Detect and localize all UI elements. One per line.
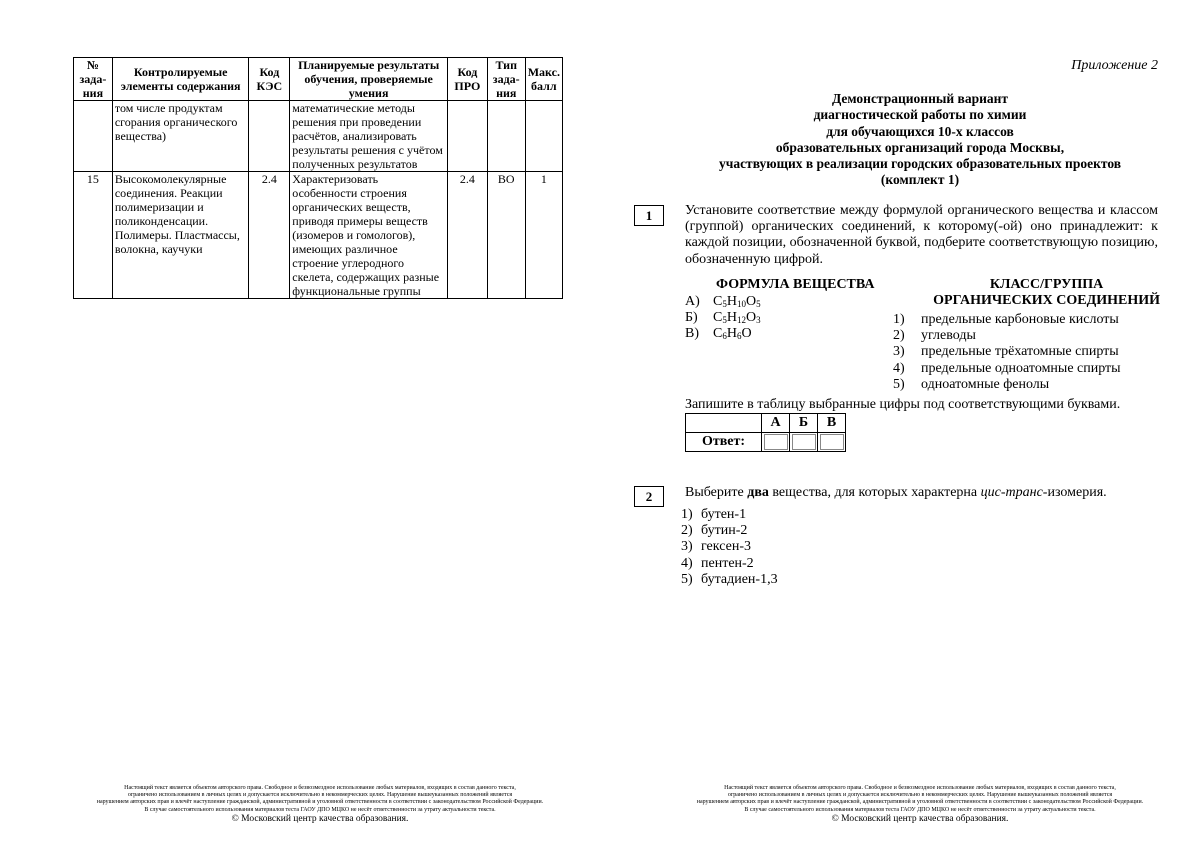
- specification-table: [73, 57, 563, 299]
- answer-cell-b[interactable]: [790, 433, 818, 452]
- footer-line: нарушением авторских прав и влечёт наступление гражданской, административной и уголовной ответственности в соответствии с законодательством Российской Федерации.: [696, 799, 1144, 806]
- option-text: гексен-3: [701, 539, 751, 555]
- title-line: для обучающихся 10-х классов: [826, 123, 1014, 139]
- cell-kes: 2.4: [249, 172, 290, 299]
- option-text: бутен-1: [701, 507, 747, 522]
- formula-list: [685, 294, 761, 343]
- formula: $C_5H_{12}O_3$: [713, 310, 761, 326]
- answer-label: Ответ:: [686, 433, 762, 452]
- formula-letter: А): [685, 294, 700, 309]
- title-line: Демонстрационный вариант: [831, 91, 1009, 106]
- title-line: образовательных организаций города Москвы,: [775, 139, 1065, 155]
- table-header-row: [74, 58, 563, 101]
- cell-max: 1: [525, 172, 562, 299]
- footer-line: Настоящий текст является объектом авторского права. Свободное и безвозмездное использование любых материалов, входящих в состав данного текста,: [724, 785, 1116, 791]
- option-item: [681, 556, 778, 572]
- table-row: [74, 101, 563, 172]
- title-line: диагностической работы по химии: [813, 107, 1027, 123]
- answer-letter: Б: [790, 414, 818, 433]
- formula-letter: Б): [685, 310, 698, 326]
- table-row: [74, 172, 563, 299]
- footer-line: Настоящий текст является объектом авторского права. Свободное и безвозмездное использование любых материалов, входящих в состав данного текста,: [124, 785, 516, 791]
- answer-corner: [686, 414, 762, 433]
- footer-line: В случае самостоятельного использования материалов теста ГАОУ ДПО МЦКО не несёт ответственности за утрату актуальности текста.: [744, 806, 1096, 813]
- class-item: [893, 377, 1121, 393]
- class-item: [893, 361, 1121, 377]
- option-number: 3): [681, 539, 693, 555]
- header-content: Контролируемые элементы содержания: [112, 58, 249, 101]
- footer-line: нарушением авторских прав и влечёт наступление гражданской, административной и уголовной ответственности в соответствии с законодательством Российской Федерации.: [96, 799, 544, 806]
- cell-pro: 2.4: [447, 172, 487, 299]
- option-item: [681, 572, 778, 588]
- formula-item: [685, 310, 761, 326]
- task-1-number: 1: [634, 205, 664, 226]
- header-type: Тип зада-ния: [487, 58, 525, 101]
- answer-letter: В: [818, 414, 846, 433]
- option-item: [681, 507, 778, 523]
- answer-table: [685, 413, 846, 452]
- class-header: КЛАСС/ГРУППА ОРГАНИЧЕСКИХ СОЕДИНЕНИЙ: [933, 277, 1160, 309]
- header-max: Макс. балл: [525, 58, 562, 101]
- t2-mid: вещества, для которых характерна: [768, 485, 981, 500]
- cell-max: [525, 101, 562, 172]
- task-1-text: Установите соответствие между формулой органического вещества и классом (группой) органических соединений, к которому(-ой) оно принадлежит: к каждой позиции, обозначенной буквой, подберите соответствующую позицию, обозначенную цифрой.: [685, 203, 1158, 267]
- cell-result: Характеризовать особенности строения органических веществ, приводя примеры веществ (изомеров и гомологов), имеющих различное строение углеродного скелета, содержащих разные функциональные группы: [290, 172, 448, 299]
- task-2-number: 2: [634, 486, 664, 507]
- cell-pro: [447, 101, 487, 172]
- cell-content: том числе продуктам сгорания органического вещества): [112, 101, 249, 172]
- class-item: [893, 312, 1121, 328]
- class-number: 1): [893, 312, 905, 327]
- document-title: [680, 91, 1160, 189]
- t2-bold: два: [747, 485, 769, 500]
- footer-right: [680, 785, 1160, 825]
- t2-italic: цис-транс: [980, 485, 1043, 500]
- class-text: одноатомные фенолы: [921, 376, 1050, 392]
- class-item: [893, 344, 1121, 360]
- formula-header: ФОРМУЛА ВЕЩЕСТВА: [716, 277, 875, 292]
- formula: $C_5H_{10}O_5$: [713, 294, 761, 309]
- class-number: 2): [893, 328, 905, 344]
- cell-type: [487, 101, 525, 172]
- option-number: 2): [681, 523, 693, 539]
- task-2-text: [685, 485, 1107, 501]
- cell-kes: [249, 101, 290, 172]
- footer-copyright: © Московский центр качества образования.: [831, 813, 1009, 824]
- option-text: пентен-2: [701, 555, 754, 571]
- cell-content: Высокомолекулярные соединения. Реакции полимеризации и поликонденсации. Полимеры. Пластмассы, волокна, каучуки: [112, 172, 249, 299]
- class-text: предельные трёхатомные спирты: [921, 344, 1119, 360]
- class-number: 5): [893, 376, 905, 392]
- option-item: [681, 523, 778, 539]
- option-number: 1): [681, 507, 693, 522]
- cell-type: ВО: [487, 172, 525, 299]
- formula-item: [685, 326, 761, 342]
- t2-pre: Выберите: [685, 485, 748, 500]
- header-pro: Код ПРО: [447, 58, 487, 101]
- cell-num: [74, 101, 113, 172]
- answer-letter: А: [762, 414, 790, 433]
- footer-left: [80, 785, 560, 825]
- cell-result: математические методы решения при проведении расчётов, анализировать результаты решения с учётом полученных результатов: [290, 101, 448, 172]
- t2-post: -изомерия.: [1042, 485, 1107, 500]
- cell-num: 15: [74, 172, 113, 299]
- class-list: [893, 312, 1121, 393]
- option-number: 5): [681, 571, 693, 587]
- option-text: бутадиен-1,3: [701, 571, 778, 587]
- class-number: 4): [893, 360, 905, 376]
- formula-item: [685, 294, 761, 310]
- option-text: бутин-2: [701, 523, 748, 539]
- title-line: (комплект 1): [880, 172, 960, 188]
- formula: $C_6H_6O$: [713, 326, 752, 342]
- footer-line: ограничено использованием в личных целях и допускается исключительно в некоммерческих целях. Нарушение вышеуказанных положений является: [727, 792, 1113, 799]
- option-number: 4): [681, 555, 693, 571]
- class-text: углеводы: [921, 328, 976, 344]
- header-kes: Код КЭС: [249, 58, 290, 101]
- appendix-label: Приложение 2: [1071, 58, 1158, 73]
- header-num: № зада-ния: [74, 58, 113, 101]
- title-line: участвующих в реализации городских образовательных проектов: [718, 156, 1122, 172]
- footer-line: В случае самостоятельного использования материалов теста ГАОУ ДПО МЦКО не несёт ответственности за утрату актуальности текста.: [144, 806, 496, 813]
- option-item: [681, 539, 778, 555]
- class-item: [893, 328, 1121, 344]
- answer-cell-a[interactable]: [762, 433, 790, 452]
- answer-cell-c[interactable]: [818, 433, 846, 452]
- class-number: 3): [893, 344, 905, 360]
- class-text: предельные одноатомные спирты: [921, 360, 1121, 376]
- footer-line: ограничено использованием в личных целях и допускается исключительно в некоммерческих целях. Нарушение вышеуказанных положений является: [127, 792, 513, 799]
- task-2-options: [681, 507, 778, 588]
- answer-instruction: Запишите в таблицу выбранные цифры под соответствующими буквами.: [685, 397, 1121, 412]
- formula-letter: В): [685, 326, 699, 342]
- header-results: Планируемые результаты обучения, проверяемые умения: [290, 58, 448, 101]
- class-text: предельные карбоновые кислоты: [921, 312, 1119, 327]
- footer-copyright: © Московский центр качества образования.: [231, 813, 409, 824]
